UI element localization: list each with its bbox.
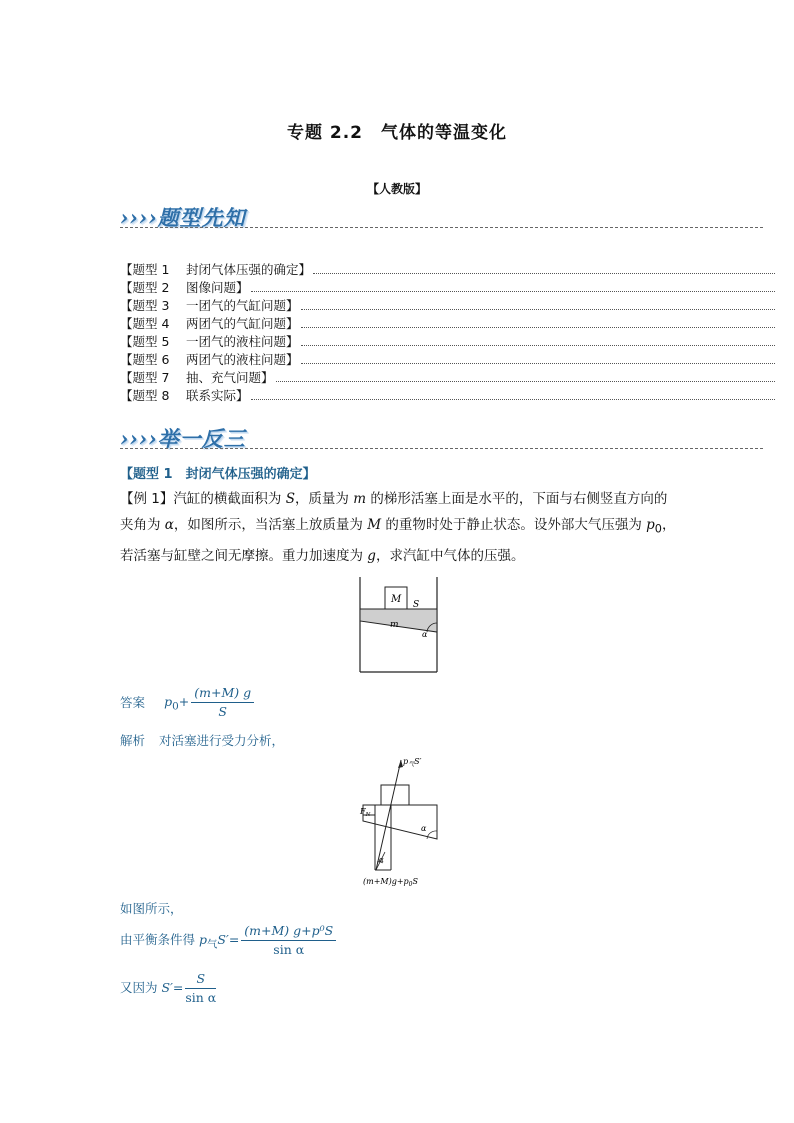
toc-leader-dots [301,344,775,346]
var-m: m [353,491,367,507]
answer-fraction [191,684,254,721]
toc-item[interactable] [120,314,775,332]
toc-item-number: 【题型 5 [120,334,170,349]
text: 的重物时处于静止状态。设外部大气压强为 [381,517,647,533]
sym: p [403,757,409,766]
toc-item-number: 【题型 2 [120,280,170,295]
label-alpha-bottom: α [379,856,384,864]
text: 夹角为 [120,517,165,533]
sub: N [365,812,371,818]
lhs-tail: S′= [217,932,240,947]
lead-text: 由平衡条件得 [120,932,196,947]
toc-item-label: 两团气的液柱问题】 [186,352,299,367]
banner-divider [120,448,763,449]
lhs: S′= [161,980,184,995]
toc-item-label: 封闭气体压强的确定】 [186,262,312,277]
table-of-contents [120,260,775,404]
lead-text: 又因为 [120,980,158,995]
toc-item-number: 【题型 4 [120,316,170,331]
toc-item[interactable] [120,368,775,386]
toc-item-number: 【题型 6 [120,352,170,367]
example-line-2 [120,512,690,543]
banner-question-types-text: ››››题型先知 [120,205,246,230]
toc-leader-dots [251,290,775,292]
force-diagram [355,752,465,892]
toc-item-label: 联系实际】 [186,388,249,403]
text: 汽缸的横截面积为 [173,491,286,507]
toc-item-number: 【题型 3 [120,298,170,313]
text: ，求汽缸中气体的压强。 [375,547,525,564]
tail: S′ [414,757,422,766]
text: 的梯形活塞上面是水平的，下面与右侧竖直方向的 [366,491,668,507]
toc-item-label: 两团气的气缸问题】 [186,316,299,331]
answer-expression [164,685,256,719]
label-M: M [391,594,402,605]
edition-label: 【人教版】 [366,182,427,196]
banner-examples-text: ››››举一反三 [120,426,246,451]
label-alpha-right: α [421,824,427,833]
answer-block [120,684,256,721]
numerator: (m+M) g+p⁰S [241,922,336,941]
toc-leader-dots [251,398,775,400]
numerator: (m+M) g [191,684,254,703]
toc-item[interactable] [120,278,775,296]
denominator: sin α [273,942,305,957]
label-m: m [390,620,399,630]
sym: F [360,807,366,816]
area-fraction [185,970,216,1007]
var-M: M [367,517,382,533]
balance-equation [120,922,338,959]
sub: 0 [408,881,413,888]
label-S: S [413,600,420,610]
as-shown-line: 如图所示， [120,901,183,916]
label-bottom-force [363,877,419,888]
var-p: p [164,694,173,709]
subscript: 气 [207,938,218,951]
label-alpha: α [422,630,428,639]
example-problem [120,486,690,569]
toc-leader-dots [301,326,775,328]
answer-label: 答案 [120,695,146,710]
toc-item-label: 抽、充气问题】 [186,370,274,385]
plus: + [178,694,190,709]
toc-item[interactable] [120,332,775,350]
toc-leader-dots [313,272,775,274]
toc-leader-dots [301,308,775,310]
toc-leader-dots [276,380,775,382]
area-relation [120,970,218,1007]
toc-item[interactable] [120,296,775,314]
analysis-label: 解析 [120,733,146,748]
denominator: sin α [185,990,217,1005]
var-p: p [646,517,655,533]
cylinder-figure [355,575,445,675]
var-g: g [367,547,376,564]
text: 若活塞与缸壁之间无摩擦。重力加速度为 [120,547,368,564]
toc-item-number: 【题型 7 [120,370,170,385]
analysis-text: 对活塞进行受力分析， [159,733,285,748]
sym: (m+M)g+p [363,877,409,886]
var-alpha: α [164,517,174,533]
balance-fraction [241,922,336,959]
toc-item[interactable] [120,386,775,404]
text: ， [661,517,676,533]
toc-item-label: 图像问题】 [186,280,249,295]
toc-leader-dots [301,362,775,364]
denominator: S [218,704,227,719]
toc-item-label: 一团气的液柱问题】 [186,334,299,349]
tail: S [412,877,418,886]
example-line-3 [120,543,690,569]
toc-item[interactable] [120,350,775,368]
subscript: 0 [654,522,662,536]
example-line-1 [120,486,690,512]
var-p: p [199,932,208,947]
sub: 气 [408,761,415,768]
toc-item-number: 【题型 1 [120,262,170,277]
toc-item-label: 一团气的气缸问题】 [186,298,299,313]
section-heading: 【题型 1 封闭气体压强的确定】 [120,467,316,482]
subscript: 0 [172,700,179,713]
toc-item-number: 【题型 8 [120,388,170,403]
analysis-line [120,731,284,749]
text: ，质量为 [294,491,354,507]
label-top-force [403,757,422,768]
text: ，如图所示，当活塞上放质量为 [173,517,368,533]
page-title: 专题 2.2 气体的等温变化 [286,123,508,143]
numerator: S [185,970,216,989]
var-S: S [285,491,295,507]
toc-item[interactable] [120,260,775,278]
banner-divider [120,227,763,228]
example-tag: 【例 1】 [120,491,174,507]
